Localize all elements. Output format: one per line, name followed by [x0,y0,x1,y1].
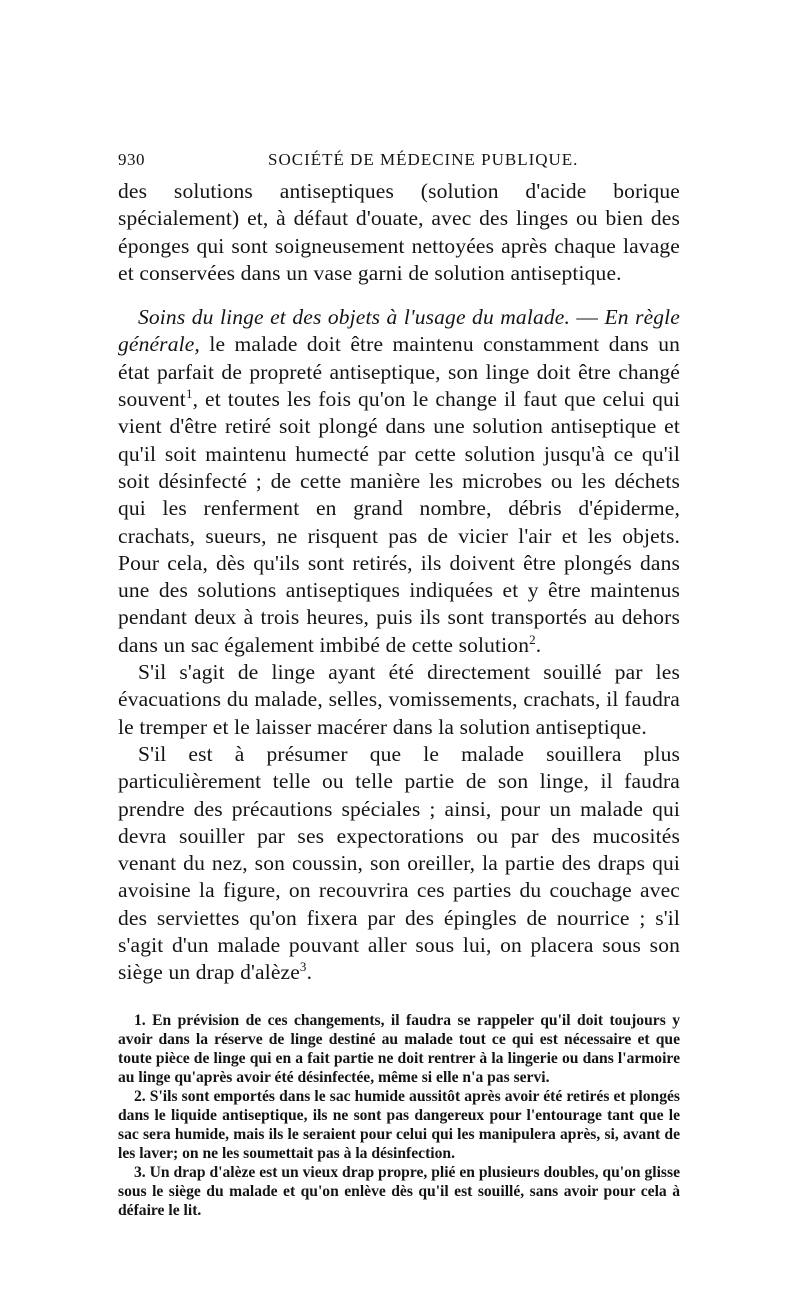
paragraph-text: . [306,960,313,985]
paragraph-linen-care [118,304,680,659]
running-title: SOCIÉTÉ DE MÉDECINE PUBLIQUE. [268,150,579,169]
footnote-ref-1[interactable]: 1 [185,385,193,401]
paragraph-text: le malade doit être maintenu constamment dans un état parfait de propreté antiseptique, son linge doit être changé souvent [118,332,680,412]
body-text [118,178,680,987]
footnote-2: 2. S'ils sont emportés dans le sac humide aussitôt après avoir été retirés et plongés dans le liquide antiseptique, ils ne sont pas dangereux pour l'entourage tant que le sac sera humide, mais ils le seraient pour celui qui les manipulera après, si, avant de les laver; on ne les soumettait pas à la désinfection. [118,1087,680,1162]
footnote-3: 3. Un drap d'alèze est un vieux drap propre, plié en plusieurs doubles, qu'on glisse sous le siège du malade et qu'on enlève dès qu'il est souillé, sans avoir pour cela à défaire le lit. [118,1163,680,1219]
footnote-ref-3[interactable]: 3 [299,959,307,975]
paragraph-text: . [535,632,542,657]
lead-phrase: En règle générale, [118,305,680,357]
paragraph-continuation: des solutions antiseptiques (solution d'acide borique spécialement) et, à défaut d'ouate, avec des linges ou bien des éponges qui sont soigneusement nettoyées après chaque lavage et conservées dans un vase garni de solution antiseptique. [118,179,680,285]
section-heading: Soins du linge et des objets à l'usage du malade. [138,305,570,330]
paragraph-soiled-linen: S'il s'agit de linge ayant été directement souillé par les évacuations du malade, selles, vomissements, crachats, il faudra le tremper et le laisser macérer dans la solution antiseptique. [118,660,680,739]
em-dash: — [569,305,605,330]
footnotes [118,1011,680,1220]
footnote-1: 1. En prévision de ces changements, il faudra se rappeler qu'il doit toujours y avoir dans la réserve de linge destiné au malade tout ce qui est nécessaire et que toute pièce de linge qui en a fait partie ne doit rentrer à la lingerie ou dans l'armoire au linge qu'après avoir été désinfectée, même si elle n'a pas servi. [118,1011,680,1086]
paragraph-precautions [118,741,680,987]
footnote-ref-2[interactable]: 2 [529,631,536,647]
running-head [118,150,680,170]
paragraph-text: , et toutes les fois qu'on le change il faut que celui qui vient d'être retiré soit plongé dans une solution antiseptique et qu'il soit maintenu humecté par cette solution jusqu'à ce qu'il soit désinfecté ; de cette manière les microbes ou les déchets qui les renferment en grand nombre, débris d'épiderme, crachats, sueurs, ne risquent pas de vicier l'air et les objets. Pour cela, dès qu'ils sont retirés, ils doivent être plongés dans une des solutions antiseptiques indiquées et y être maintenus pendant deux à trois heures, puis ils sont transportés au dehors dans un sac également imbibé de cette solution [118,387,680,657]
page-number: 930 [118,150,145,169]
paragraph-text: S'il est à présumer que le malade souillera plus particulièrement telle ou telle partie de son linge, il faudra prendre des précautions spéciales ; ainsi, pour un malade qui devra souiller par ses expectorations ou par des mucosités venant du nez, son coussin, son oreiller, la partie des draps qui avoisine la figure, on recouvrira ces parties du couchage avec des serviettes qu'on fixera par des épingles de nourrice ; s'il s'agit d'un malade pouvant aller sous lui, on placera sous son siège un drap d'alèze [118,741,680,985]
